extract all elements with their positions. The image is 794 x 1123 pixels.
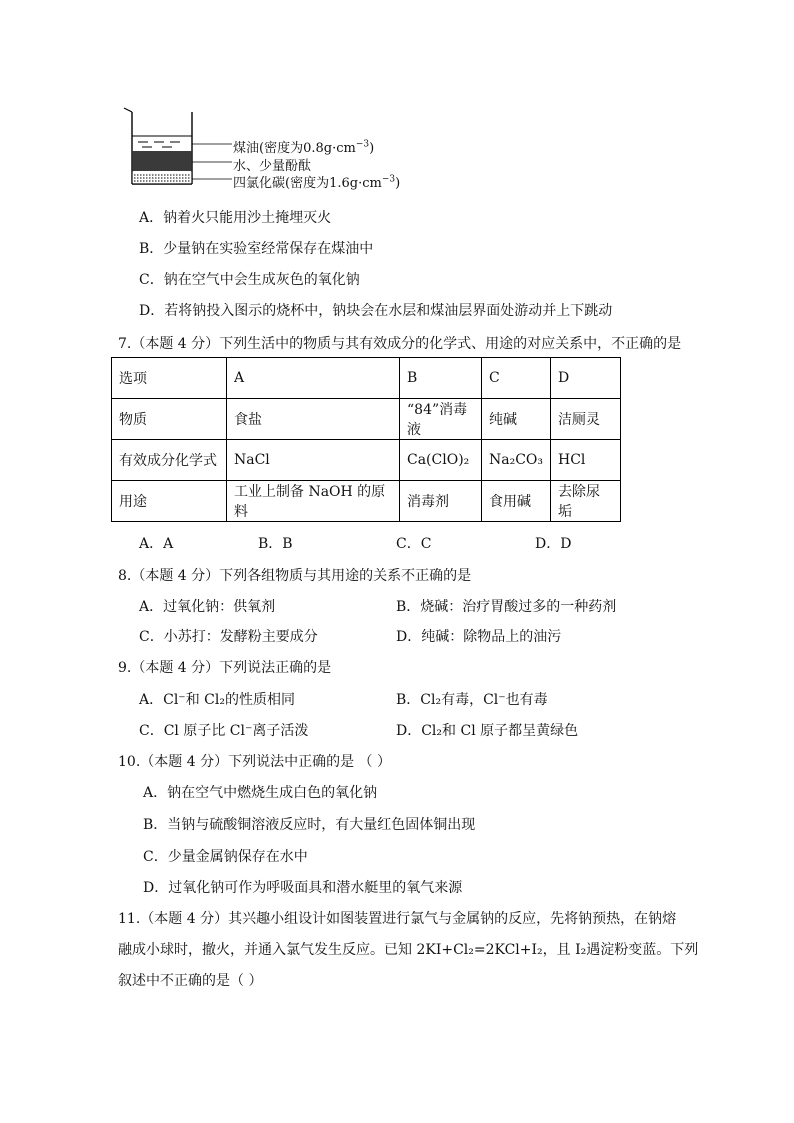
q11-line-2: 融成小球时，撤火，并通入氯气发生反应。已知 2KI+Cl₂=2KCl+I₂，且 I₂遇淀粉变蓝。下列: [118, 942, 699, 958]
q10-option-a: A．钠在空气中燃烧生成白色的氧化钠: [143, 785, 378, 801]
table-cell: 洁厕灵: [551, 399, 621, 440]
table-cell: HCl: [551, 440, 621, 481]
table-cell: A: [227, 358, 400, 399]
figure-label-tail: ): [369, 141, 375, 156]
figure-label-text: 水、少量酚酞: [233, 159, 312, 174]
table-cell: 有效成分化学式: [112, 440, 227, 481]
q8-option-c: C．小苏打：发酵粉主要成分: [139, 629, 318, 645]
q6-option-d: D．若将钠投入图示的烧杯中，钠块会在水层和煤油层界面处游动并上下跳动: [139, 303, 613, 319]
table-cell: B: [400, 358, 482, 399]
q10-option-c: C．少量金属钠保存在水中: [143, 849, 308, 865]
q6-option-c: C．钠在空气中会生成灰色的氧化钠: [139, 272, 360, 288]
q10-stem: 10.（本题 4 分）下列说法中正确的是 （ ）: [118, 754, 391, 770]
figure-label-tail: ): [395, 176, 401, 191]
table-cell: 选项: [112, 358, 227, 399]
q7-option-b: B．B: [258, 536, 293, 552]
q9-option-b: B．Cl₂有毒，Cl⁻也有毒: [396, 692, 548, 708]
q10-option-b: B．当钠与硫酸铜溶液反应时，有大量红色固体铜出现: [143, 817, 476, 833]
q6-option-a: A．钠着火只能用沙土掩埋灭火: [139, 210, 332, 226]
q6-option-b: B．少量钠在实验室经常保存在煤油中: [139, 241, 374, 257]
table-cell: 食用碱: [482, 481, 551, 522]
table-cell: 消毒剂: [400, 481, 482, 522]
q8-option-d: D．纯碱：除物品上的油污: [396, 629, 562, 645]
table-cell: C: [482, 358, 551, 399]
q8-stem: 8.（本题 4 分）下列各组物质与其用途的关系不正确的是: [118, 568, 472, 584]
q9-option-c: C．Cl 原子比 Cl⁻离子活泼: [139, 723, 309, 739]
figure-label-text: 煤油(密度为0.8g·cm: [233, 141, 356, 156]
q7-table: [111, 357, 621, 522]
table-cell: 物质: [112, 399, 227, 440]
q8-option-a: A．过氧化钠：供氧剂: [139, 599, 276, 615]
table-row: [112, 440, 621, 481]
q8-option-b: B．烧碱：治疗胃酸过多的一种药剂: [396, 599, 617, 615]
q9-stem: 9.（本题 4 分）下列说法正确的是: [118, 660, 332, 676]
table-cell: D: [551, 358, 621, 399]
figure-label-text: 四氯化碳(密度为1.6g·cm: [233, 176, 382, 191]
table-row: [112, 358, 621, 399]
q11-line-3: 叙述中不正确的是（ ）: [118, 973, 263, 989]
table-cell: 用途: [112, 481, 227, 522]
beaker-figure: [118, 104, 238, 190]
table-cell: 纯碱: [482, 399, 551, 440]
q7-stem: 7.（本题 4 分）下列生活中的物质与其有效成分的化学式、用途的对应关系中，不正确的是: [118, 336, 682, 352]
table-row: [112, 481, 621, 522]
table-cell: NaCl: [227, 440, 400, 481]
q9-option-a: A．Cl⁻和 Cl₂的性质相同: [139, 692, 295, 708]
table-row: [112, 399, 621, 440]
table-cell: Ca(ClO)₂: [400, 440, 482, 481]
table-cell: Na₂CO₃: [482, 440, 551, 481]
q10-option-d: D．过氧化钠可作为呼吸面具和潜水艇里的氧气来源: [143, 880, 463, 896]
table-cell: 工业上制备 NaOH 的原料: [227, 481, 400, 522]
q7-option-d: D．D: [535, 536, 572, 552]
figure-label-kerosene: [233, 137, 374, 156]
figure-label-sup: −3: [355, 139, 370, 150]
q7-option-c: C．C: [396, 536, 432, 552]
table-cell: 去除尿垢: [551, 481, 621, 522]
q7-option-a: A．A: [139, 536, 174, 552]
table-cell: 食盐: [227, 399, 400, 440]
figure-label-ccl4: [233, 172, 400, 191]
figure-label-sup: −3: [381, 174, 396, 185]
q9-option-d: D．Cl₂和 Cl 原子都呈黄绿色: [396, 723, 579, 739]
q11-line-1: 11.（本题 4 分）其兴趣小组设计如图装置进行氯气与金属钠的反应，先将钠预热，在钠熔: [118, 911, 677, 927]
table-cell: “84”消毒液: [400, 399, 482, 440]
